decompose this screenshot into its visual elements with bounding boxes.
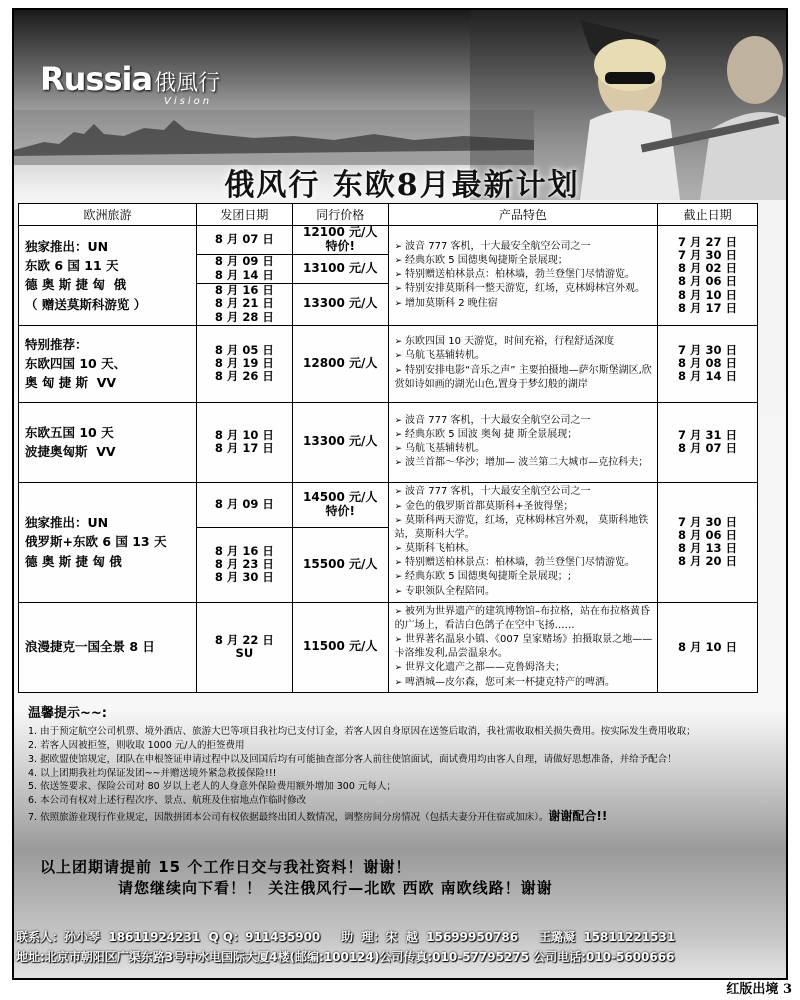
price-cell	[292, 254, 388, 283]
contact-line: 联系人：孙小琴 18611924231 Q Q：911435900 助 理：宋 越 15699950786 王璐凝 15811221531	[16, 930, 676, 944]
departure-date: 8 月 09 日	[214, 496, 274, 511]
deadline-date: 7 月 30 日	[678, 247, 738, 262]
header-deadline: 截止日期	[658, 204, 758, 226]
feature-item: ➢ 经典东欧 5 国波 奥匈 捷 斯全景展现；	[395, 428, 654, 442]
logo-english: Russia	[40, 60, 153, 98]
header-route: 欧洲旅游	[19, 204, 197, 226]
price-value: 12100 元/人	[303, 225, 378, 239]
feature-item: ➢ 世界文化遗产之都——克鲁姆洛夫；	[395, 661, 654, 675]
feature-item: ➢ 经典东欧 5 国德奥匈捷斯全景展现；;	[395, 570, 654, 584]
route-name-line: 浪漫捷克一国全景 8 日	[25, 639, 155, 655]
features-cell	[388, 226, 658, 326]
feature-item: ➢ 东欧四国 10 天游览，时间充裕，行程舒适深度	[395, 335, 654, 349]
route-name-line: 俄罗斯+东欧 6 国 13 天	[25, 534, 167, 550]
tips-item: 1. 由于预定航空公司机票、境外酒店、旅游大巴等项目我社均已支付订金，若客人因自身原因在送签后取消，我社需收取相关损失费用。按实际发生费用收取；	[28, 725, 696, 737]
feature-item: ➢ 波音 777 客机，十大最安全航空公司之一	[395, 485, 654, 499]
features-cell	[388, 402, 658, 482]
route-name-line: 东欧五国 10 天	[25, 424, 114, 440]
deadline-date: 8 月 06 日	[678, 274, 738, 289]
route-cell	[19, 402, 197, 482]
page-footer-tag: 红版出境 3	[726, 982, 792, 997]
logo-subtitle: Vision	[164, 96, 213, 107]
deadline-date: 8 月 08 日	[678, 355, 738, 370]
table-header-row	[19, 204, 758, 226]
deadline-date: 8 月 02 日	[678, 261, 738, 276]
route-cell	[19, 602, 197, 692]
price-value: 13100 元/人	[303, 260, 378, 275]
header-departure-date: 发团日期	[196, 204, 292, 226]
brand-logo	[40, 60, 220, 98]
deadline-date: 7 月 31 日	[678, 427, 738, 442]
price-cell	[292, 602, 388, 692]
feature-item: ➢ 莫斯科飞柏林。	[395, 542, 654, 556]
departure-date: 8 月 22 日	[214, 632, 274, 647]
departure-dates-cell	[196, 325, 292, 402]
departure-dates-cell	[196, 527, 292, 602]
city-skyline-image	[14, 110, 534, 165]
departure-dates-cell	[196, 226, 292, 255]
feature-item: ➢ 啤酒城—皮尔森，您可来一杯捷克特产的啤酒。	[395, 676, 654, 690]
table-row	[19, 226, 758, 255]
deadline-date: 8 月 17 日	[678, 300, 738, 315]
route-cell	[19, 482, 197, 602]
departure-date: 8 月 21 日	[214, 296, 274, 311]
departure-date: 8 月 17 日	[214, 441, 274, 456]
page-title: 俄风行 东欧8月最新计划	[224, 168, 580, 203]
price-value: 13300 元/人	[303, 296, 378, 311]
logo-chinese: 俄風行	[154, 71, 221, 96]
route-name-line: 特别推荐：	[25, 336, 88, 352]
header-price: 同行价格	[292, 204, 388, 226]
feature-item: ➢ 特别安排电影“音乐之声” 主要拍摄地—萨尔斯堡湖区,欣赏如诗如画的湖光山色,置身于梦幻般的湖岸	[395, 364, 654, 392]
feature-item: ➢ 被列为世界遗产的建筑博物馆–布拉格，站在布拉格黄昏的广场上，看洁白色鸽子在空中飞扬……	[395, 605, 654, 633]
feature-item: ➢ 增加莫斯科 2 晚住宿	[395, 297, 654, 311]
deadline-cell	[658, 325, 758, 402]
feature-item: ➢ 经典东欧 5 国德奥匈捷斯全景展现；	[395, 254, 654, 268]
price-cell	[292, 527, 388, 602]
deadline-date: 8 月 06 日	[678, 527, 738, 542]
feature-item: ➢ 波音 777 客机，十大最安全航空公司之一	[395, 240, 654, 254]
departure-date: 8 月 19 日	[214, 355, 274, 370]
submission-notice: 以上团期请提前 15 个工作日交与我社资料！谢谢！	[40, 858, 412, 876]
departure-date: 8 月 10 日	[214, 427, 274, 442]
departure-date: 8 月 16 日	[214, 543, 274, 558]
price-cell	[292, 325, 388, 402]
departure-dates-cell	[196, 402, 292, 482]
table-row	[19, 482, 758, 527]
price-cell	[292, 482, 388, 527]
departure-date: 8 月 05 日	[214, 342, 274, 357]
special-offer-label: 特价!	[325, 238, 355, 253]
departure-dates-cell	[196, 482, 292, 527]
feature-item: ➢ 乌航飞基辅转机。	[395, 349, 654, 363]
tips-title: 温馨提示~~:	[28, 706, 107, 721]
price-value: 13300 元/人	[303, 434, 378, 449]
route-name-line: （ 赠送莫斯科游览 ）	[25, 296, 147, 312]
feature-item: ➢ 乌航飞基辅转机。	[395, 442, 654, 456]
feature-item: ➢ 莫斯科两天游览，红场，克林姆林宫外观， 莫斯科地铁站，莫斯科大学。	[395, 514, 654, 542]
deadline-cell	[658, 226, 758, 326]
banner	[14, 10, 788, 203]
feature-item: ➢ 波音 777 客机，十大最安全航空公司之一	[395, 414, 654, 428]
feature-item: ➢ 波兰首都～华沙；增加— 波兰第二大城市—克拉科夫；	[395, 456, 654, 470]
route-cell	[19, 325, 197, 402]
feature-item: ➢ 世界著名温泉小镇、《007 皇家赌场》拍摄取景之地——卡洛维发利,品尝温泉水。	[395, 633, 654, 661]
table-row	[19, 602, 758, 692]
deadline-cell	[658, 602, 758, 692]
departure-date: 8 月 28 日	[214, 309, 274, 324]
tips-item: 6. 本公司有权对上述行程次序、景点、航班及住宿地点作临时修改	[28, 795, 307, 807]
departure-dates-cell	[196, 254, 292, 283]
price-value: 15500 元/人	[303, 556, 378, 571]
route-name-line: 德 奥 斯 捷 匈 俄	[25, 277, 127, 293]
features-cell	[388, 325, 658, 402]
departure-dates-cell	[196, 283, 292, 325]
route-name-line: 东欧 6 国 11 天	[25, 257, 119, 273]
deadline-date: 8 月 07 日	[678, 441, 738, 456]
features-cell	[388, 602, 658, 692]
price-value: 12800 元/人	[303, 355, 378, 370]
departure-date: 8 月 26 日	[214, 369, 274, 384]
feature-item: ➢ 特别赠送柏林景点：柏林墙，勃兰登堡门尽情游览。	[395, 268, 654, 282]
route-name-line: 东欧四国 10 天、	[25, 355, 127, 371]
departure-date: 8 月 30 日	[214, 570, 274, 585]
route-name-line: 独家推出：UN	[25, 515, 109, 531]
departure-dates-cell	[196, 602, 292, 692]
tips-item: 5. 依送签要求、保险公司对 80 岁以上老人的人身意外保险费用额外增加 300 元每人；	[28, 781, 396, 793]
special-offer-label: 特价!	[325, 503, 355, 518]
departure-date: SU	[235, 646, 254, 661]
tips-item: 2. 若客人因被拒签，则收取 1000 元/人的拒签费用	[28, 739, 245, 751]
departure-date: 8 月 07 日	[214, 232, 274, 247]
header-features: 产品特色	[388, 204, 658, 226]
route-name-line: 独家推出：UN	[25, 238, 109, 254]
departure-date: 8 月 23 日	[214, 556, 274, 571]
deadline-date: 7 月 30 日	[678, 342, 738, 357]
features-cell	[388, 482, 658, 602]
route-name-line: 德 奥 斯 捷 匈 俄	[25, 553, 122, 569]
price-value: 11500 元/人	[303, 639, 378, 654]
deadline-date: 8 月 13 日	[678, 541, 738, 556]
deadline-date: 8 月 10 日	[678, 639, 738, 654]
deadline-date: 7 月 30 日	[678, 514, 738, 529]
route-name-line: 波捷奥匈斯 VV	[25, 444, 116, 460]
deadline-cell	[658, 482, 758, 602]
departure-date: 8 月 16 日	[214, 283, 274, 298]
tips-section	[28, 705, 753, 826]
deadline-cell	[658, 402, 758, 482]
departure-date: 8 月 14 日	[214, 267, 274, 282]
tips-item: 3. 据欧盟使馆规定，团队在申根签证申请过程中以及回国后均有可能抽查部分客人前往使馆面试，面试费用均由客人自理，请做好思想准备，并给予配合！	[28, 753, 677, 765]
departure-date: 8 月 09 日	[214, 254, 274, 269]
tips-item	[28, 808, 753, 826]
feature-item: ➢ 特别安排莫斯科一整天游览，红场，克林姆林宫外观。	[395, 282, 654, 296]
tour-schedule-table	[18, 203, 758, 693]
deadline-date: 8 月 14 日	[678, 369, 738, 384]
feature-item: ➢ 金色的俄罗斯首都莫斯科+圣彼得堡；	[395, 500, 654, 514]
address-line: 地址:北京市朝阳区广渠东路3号中水电国际大厦4楼(邮编:100124)公司传真:010-57795275 公司电话:010-5600666	[16, 950, 675, 964]
table-row	[19, 325, 758, 402]
route-cell	[19, 226, 197, 326]
price-cell	[292, 283, 388, 325]
deadline-date: 7 月 27 日	[678, 234, 738, 249]
feature-item: ➢ 专职领队全程陪同。	[395, 585, 654, 599]
route-name-line: 奥 匈 捷 斯 VV	[25, 375, 117, 391]
deadline-date: 8 月 10 日	[678, 287, 738, 302]
deadline-date: 8 月 20 日	[678, 554, 738, 569]
price-value: 14500 元/人	[303, 489, 378, 504]
tips-item-text: 7. 依照旅游业现行作业规定，因散拼团本公司有权依据最终出团人数情况，调整房间分房情况（包括夫妻分开住宿或加床）。	[28, 812, 549, 824]
tips-thanks: 谢谢配合!!	[548, 809, 608, 824]
table-row	[19, 402, 758, 482]
feature-item: ➢ 特别赠送柏林景点：柏林墙，勃兰登堡门尽情游览。	[395, 556, 654, 570]
follow-notice: 请您继续向下看！！ 关注俄风行—北欧 西欧 南欧线路！谢谢	[118, 879, 553, 897]
tips-item: 4. 以上团期我社均保证发团~~并赠送境外紧急救援保险!!!	[28, 767, 277, 779]
price-cell	[292, 402, 388, 482]
price-cell	[292, 226, 388, 255]
